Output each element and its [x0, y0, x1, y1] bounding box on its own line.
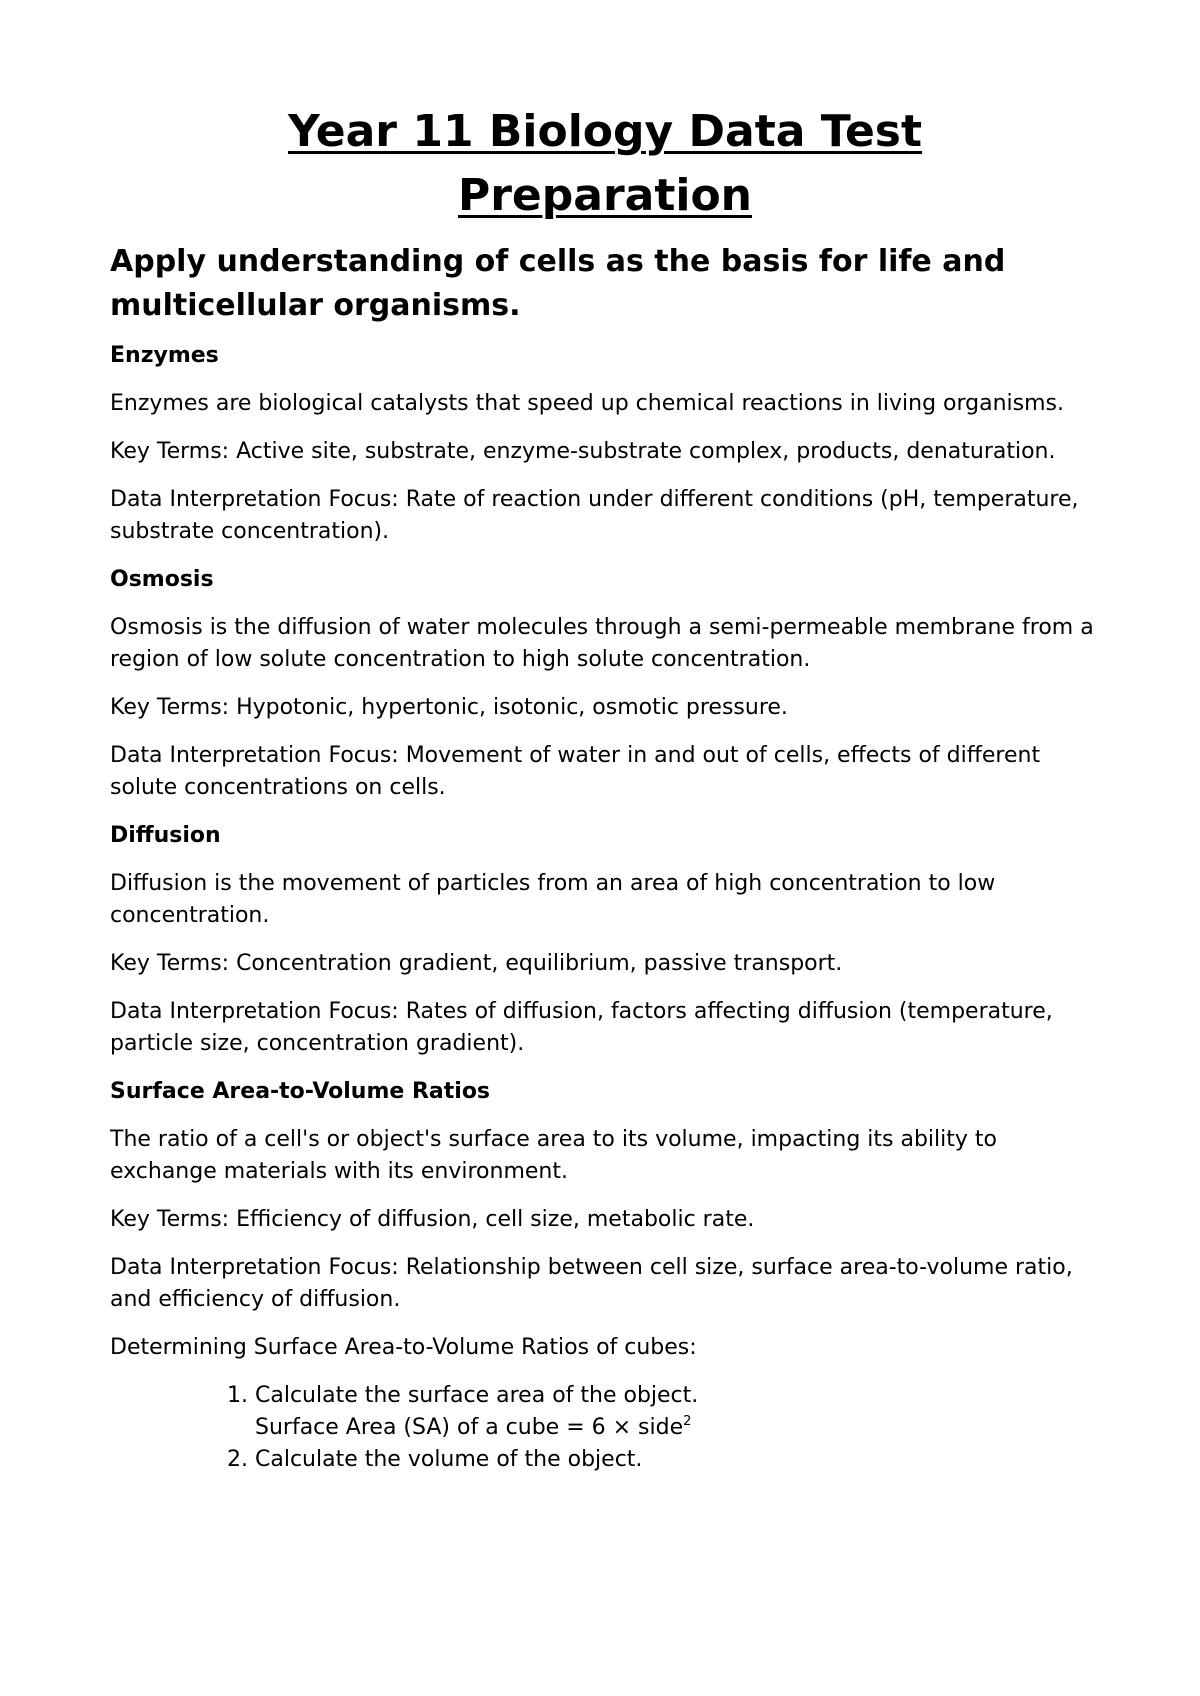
- section-description: Diffusion is the movement of particles from an area of high concentration to low concentration.: [110, 871, 996, 928]
- section-focus: Data Interpretation Focus: Rate of reaction under different conditions (pH, temperature, substrate concentration).: [110, 487, 1079, 544]
- section-focus: Data Interpretation Focus: Rates of diffusion, factors affecting diffusion (temperature, particle size, concentration gradient).: [110, 999, 1053, 1056]
- section-heading: Diffusion: [110, 823, 221, 848]
- section-focus: Data Interpretation Focus: Movement of water in and out of cells, effects of different solute concentrations on cells.: [110, 743, 1041, 800]
- section-description: The ratio of a cell's or object's surface area to its volume, impacting its ability to exchange materials with its environment.: [110, 1127, 997, 1184]
- section-key-terms: Key Terms: Efficiency of diffusion, cell size, metabolic rate.: [110, 1207, 755, 1232]
- section-description: Enzymes are biological catalysts that speed up chemical reactions in living organisms.: [110, 391, 1065, 416]
- section-surface-area-volume: [110, 1076, 1100, 1316]
- formula-exponent: 2: [683, 1414, 692, 1429]
- section-enzymes: [110, 340, 1100, 548]
- step-formula: Surface Area (SA) of a cube = 6 × side: [255, 1415, 684, 1440]
- procedure-step: [255, 1380, 1100, 1444]
- section-heading: Osmosis: [110, 567, 214, 592]
- section-diffusion: [110, 820, 1100, 1060]
- document-title: Year 11 Biology Data Test Preparation: [287, 106, 923, 221]
- step-text: Calculate the surface area of the object.: [255, 1383, 699, 1408]
- procedure-step: [255, 1444, 1100, 1476]
- section-description: Osmosis is the diffusion of water molecules through a semi-permeable membrane from a region of low solute concentration to high solute concentration.: [110, 615, 1094, 672]
- section-key-terms: Key Terms: Concentration gradient, equilibrium, passive transport.: [110, 951, 843, 976]
- section-focus: Data Interpretation Focus: Relationship between cell size, surface area-to-volume ratio, and efficiency of diffusion.: [110, 1255, 1073, 1312]
- document-subtitle: Apply understanding of cells as the basis for life and multicellular organisms.: [110, 244, 1006, 323]
- section-heading: Surface Area-to-Volume Ratios: [110, 1079, 491, 1104]
- procedure-intro: Determining Surface Area-to-Volume Ratios of cubes:: [110, 1335, 697, 1360]
- step-text: Calculate the volume of the object.: [255, 1447, 643, 1472]
- section-key-terms: Key Terms: Hypotonic, hypertonic, isotonic, osmotic pressure.: [110, 695, 788, 720]
- section-heading: Enzymes: [110, 343, 219, 368]
- document-page: [110, 100, 1100, 1476]
- section-key-terms: Key Terms: Active site, substrate, enzyme-substrate complex, products, denaturation.: [110, 439, 1056, 464]
- procedure-steps: [110, 1380, 1100, 1476]
- section-osmosis: [110, 564, 1100, 804]
